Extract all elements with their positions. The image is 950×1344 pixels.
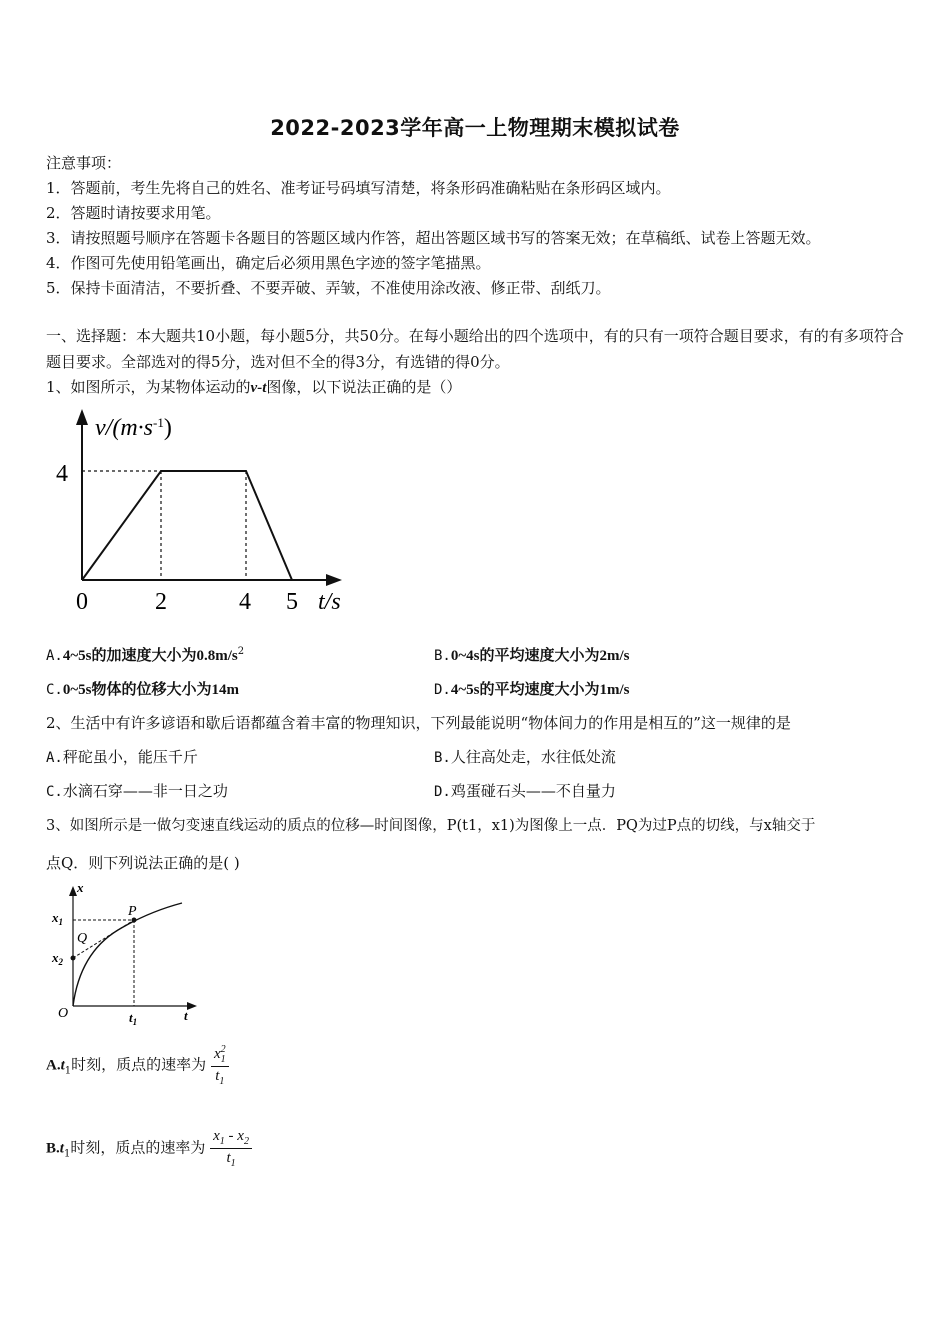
q1-vt-graph bbox=[50, 405, 360, 620]
q3-graph-x2-label: $x_2$ bbox=[52, 950, 63, 967]
q1-graph-y-label: $v/(m\cdot s^{-1})$ bbox=[95, 415, 172, 441]
notice-item: 1．答题前，考生先将自己的姓名、准考证号码填写清楚，将条形码准确粘贴在条形码区域内。 bbox=[46, 179, 671, 197]
q3-graph-q-label: Q bbox=[77, 931, 88, 946]
option-text: 4~5s的平均速度大小为1m/s bbox=[450, 682, 630, 698]
q1-option-d[interactable] bbox=[434, 678, 630, 699]
option-text: 4~5s的加速度大小为0.8m/s bbox=[62, 648, 238, 664]
q3-graph-y-axis: x bbox=[77, 880, 84, 895]
option-label: C. bbox=[46, 784, 63, 800]
q3-xt-graph bbox=[48, 878, 208, 1028]
q3-graph-origin: O bbox=[58, 1006, 69, 1021]
option-label: B. bbox=[434, 750, 451, 766]
q2-option-d[interactable] bbox=[434, 780, 616, 801]
option-text: 时刻，质点的速率为 bbox=[71, 1055, 207, 1074]
q2-option-a[interactable] bbox=[46, 746, 198, 767]
q3-graph-t1-label: $t_1$ bbox=[129, 1010, 138, 1027]
option-text: 鸡蛋碰石头——不自量力 bbox=[450, 782, 616, 800]
q3-stem-line1: 3、如图所示是一做匀变速直线运动的质点的位移—时间图像，P(t1，x1)为图像上一点．PQ为过P点的切线，与x轴交于 bbox=[46, 818, 816, 834]
option-label: D. bbox=[434, 784, 451, 800]
q1-graph-x-tick: 5 bbox=[286, 589, 298, 615]
option-text: 时刻，质点的速率为 bbox=[70, 1138, 206, 1157]
q1-stem bbox=[46, 376, 461, 397]
q1-graph-x-tick: 4 bbox=[239, 589, 251, 615]
option-text: 秤砣虽小，能压千斤 bbox=[62, 748, 198, 766]
q3-stem-line2: 点Q．则下列说法正确的是( ) bbox=[46, 854, 240, 872]
q2-stem: 2、生活中有许多谚语和歇后语都蕴含着丰富的物理知识，下列最能说明“物体间力的作用是相互的”这一规律的是 bbox=[46, 714, 791, 732]
q1-option-a[interactable] bbox=[46, 644, 244, 665]
q1-graph-x-tick: 0 bbox=[76, 589, 88, 615]
notice-item: 2．答题时请按要求用笔。 bbox=[46, 204, 221, 222]
option-label: A. bbox=[46, 750, 63, 766]
option-label: B. bbox=[434, 648, 451, 664]
q3-graph-p-label: P bbox=[128, 904, 137, 919]
notice-item: 3．请按照题号顺序在答题卡各题目的答题区域内作答，超出答题区域书写的答案无效；在草稿纸、试卷上答题无效。 bbox=[46, 229, 821, 247]
q1-option-b[interactable] bbox=[434, 644, 630, 665]
section-instructions: 一、选择题：本大题共10小题，每小题5分，共50分。在每小题给出的四个选项中，有的只有一项符合题目要求，有的有多项符合题目要求。全部选对的得5分，选对但不全的得3分，有选错的得0分。 bbox=[46, 327, 904, 371]
option-label: B. bbox=[46, 1140, 60, 1157]
option-label: A. bbox=[46, 1057, 61, 1074]
q1-graph-x-tick: 2 bbox=[155, 589, 167, 615]
option-var-sub: 1 bbox=[63, 1148, 71, 1160]
option-var: t bbox=[59, 1140, 64, 1157]
q2-option-b[interactable] bbox=[434, 746, 616, 767]
option-label: D. bbox=[434, 682, 451, 698]
option-text: 水滴石穿——非一日之功 bbox=[62, 782, 228, 800]
q1-stem-suffix: 图像，以下说法正确的是（） bbox=[266, 378, 462, 396]
option-text: 0~5s物体的位移大小为14m bbox=[62, 682, 239, 698]
q3-option-a[interactable] bbox=[46, 1044, 229, 1087]
q3-option-b[interactable] bbox=[46, 1128, 252, 1169]
q1-graph-x-label: t/s bbox=[318, 589, 341, 615]
q2-option-c[interactable] bbox=[46, 780, 228, 801]
q1-graph-y-tick: 4 bbox=[56, 461, 68, 487]
q3-graph-x-axis: t bbox=[184, 1008, 188, 1023]
option-text: 人往高处走，水往低处流 bbox=[450, 748, 616, 766]
option-fraction: $\frac{x_1^2}{t_1}$ bbox=[211, 1044, 229, 1087]
q1-stem-prefix: 1、如图所示，为某物体运动的 bbox=[46, 378, 251, 396]
q1-stem-var: v-t bbox=[250, 380, 267, 396]
option-fraction: $\frac{x_1 - x_2}{t_1}$ bbox=[210, 1128, 252, 1169]
option-label: C. bbox=[46, 682, 63, 698]
option-sup: 2 bbox=[237, 646, 245, 657]
option-text: 0~4s的平均速度大小为2m/s bbox=[450, 648, 630, 664]
q3-graph-x1-label: $x_1$ bbox=[52, 910, 63, 927]
option-var-sub: 1 bbox=[64, 1065, 72, 1077]
option-label: A. bbox=[46, 648, 63, 664]
q1-option-c[interactable] bbox=[46, 678, 239, 699]
notice-heading: 注意事项： bbox=[46, 154, 122, 172]
notice-item: 4．作图可先使用铅笔画出，确定后必须用黑色字迹的签字笔描黑。 bbox=[46, 254, 491, 272]
notice-item: 5．保持卡面清洁，不要折叠、不要弄破、弄皱，不准使用涂改液、修正带、刮纸刀。 bbox=[46, 279, 611, 297]
option-var: t bbox=[60, 1057, 65, 1074]
page-title: 2022-2023学年高一上物理期末模拟试卷 bbox=[270, 116, 680, 140]
